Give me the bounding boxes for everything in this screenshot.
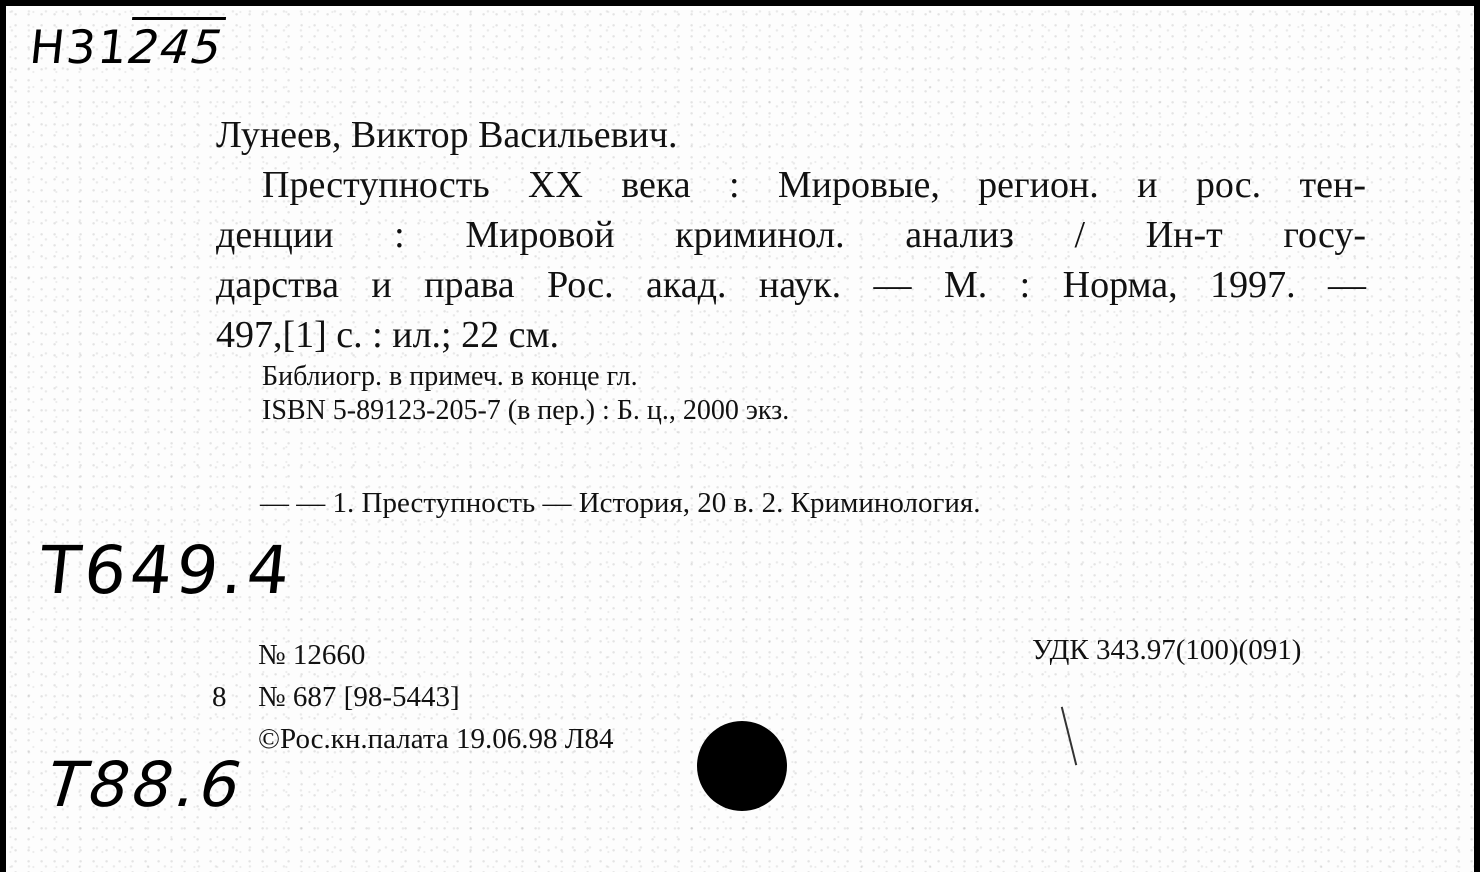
description-line-4: 497,[1] с. : ил.; 22 см. <box>216 314 560 356</box>
isbn-note: ISBN 5-89123-205-7 (в пер.) : Б. ц., 2000 экз. <box>262 395 790 426</box>
description-line-3: дарства и права Рос. акад. наук. — М. : Норма, 1997. — <box>216 264 1366 306</box>
classification-secondary: Т88.6 <box>44 748 248 821</box>
accession-row <box>212 676 613 718</box>
udc-code: УДК 343.97(100)(091) <box>1032 634 1302 666</box>
card-edge-left <box>0 0 6 872</box>
call-number-prefix: Н31 <box>27 20 132 74</box>
punch-hole <box>697 721 787 811</box>
description-line-1: Преступность XX века : Мировые, регион. и рос. тен- <box>262 164 1366 206</box>
accession-row <box>212 718 613 760</box>
publisher-stamp: ©Рос.кн.палата 19.06.98 Л84 <box>258 723 614 755</box>
accession-number: № 12660 <box>258 639 366 671</box>
classification-primary: Т649.4 <box>35 532 298 609</box>
accession-number: № 687 [98-5443] <box>258 681 460 713</box>
bibliographic-entry <box>216 110 1366 428</box>
call-number <box>27 20 226 74</box>
subject-tracing: — — 1. Преступность — История, 20 в. 2. Криминология. <box>260 487 981 519</box>
accession-row <box>212 634 613 676</box>
accession-prefix: 8 <box>212 681 227 713</box>
accession-block <box>212 634 613 760</box>
description-line-2: денции : Мировой криминол. анализ / Ин-т госу- <box>216 214 1366 256</box>
pen-mark <box>1061 707 1077 766</box>
call-number-fraction: 245 <box>126 20 226 74</box>
bibliography-note: Библиогр. в примеч. в конце гл. <box>262 361 638 392</box>
card-edge-top <box>0 0 1480 6</box>
card-edge-right <box>1474 0 1480 872</box>
author-heading: Лунеев, Виктор Васильевич. <box>216 114 678 156</box>
